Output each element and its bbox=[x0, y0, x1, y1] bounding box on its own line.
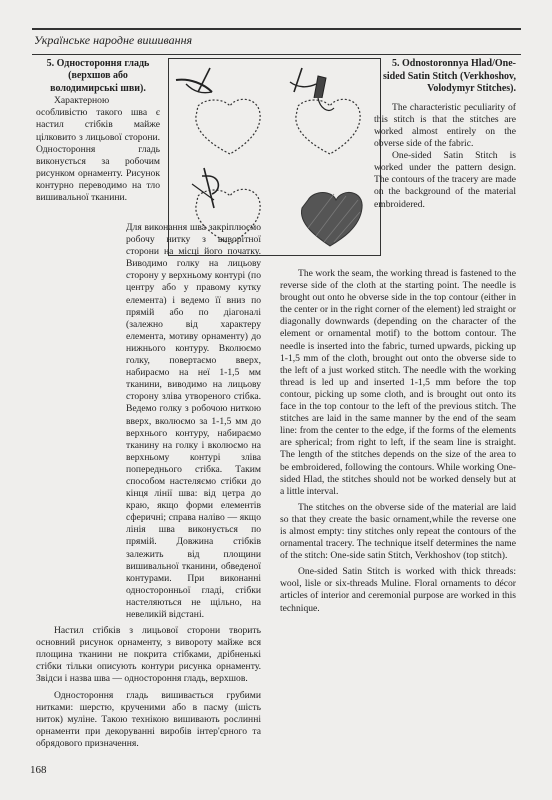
left-paragraph-3: Настил стібків з лицьової сторони творить основний рисунок орнаменту, з вивороту майже вся площина тканини не покрита стібками, дрібненькі стібки тільки описують контури рисунка орнаменту. Звідси і назва шва — одностороння гладь, верхшов. bbox=[36, 625, 261, 685]
right-paragraph-5: One-sided Satin Stitch is worked with thick threads: wool, lisle or six-threads Muline. Floral ornaments to décor articles of interior and ceremonial purpose are worked in this technique. bbox=[280, 566, 516, 614]
left-paragraph-2: Для виконання шва закріплюємо робочу нитку з виворітної сторони на місці його початку. Виводимо голку на лицьову сторону у верхньому контурі (по центру або у правому кутку елемента) і ведемо її вниз по прямій або по діагоналі (залежно від характеру елемента, мотиву орнаменту) до нижнього контуру. Вколюємо голку, повертаємо вверх, набираємо на неї 1-1,5 мм тканини, виводимо на лицьову сторону зліва утвореного стібка. Ведемо голку з робочою ниткою вверх, вколюємо за 1-1,5 мм до верхнього контуру, набираємо тканину на голку і вколюємо на верхньому контурі зліва попереднього стібка. Таким способом настеляємо стібки до кінця лінії шва: від цетра до краю, якщо форми елементів сферичні; справа наліво — якщо лінія шва виконується по прямій. Довжина стібків залежить від площини вишивальної тканини, обведеної контурами. При виконанні односторонньої гладі, стібки настеляються не щільно, на невеликій відстані. bbox=[126, 222, 261, 620]
figure-finished bbox=[301, 192, 362, 246]
right-paragraph-1: The characteristic peculiarity of this stitch is that the stitches are worked almost entirely on the obverse side of the fabric. bbox=[374, 101, 516, 150]
running-header bbox=[32, 28, 521, 55]
right-column-top bbox=[374, 58, 516, 211]
figure-step-1 bbox=[176, 68, 260, 154]
left-paragraph-4: Одностороння гладь вишивається грубими нитками: шерстю, крученими або в пасму (шість ниток) муліне. Такою технікою вишивають рослинні орнаменти при декоруванні виробів інтер'єрного та обрядового призначення. bbox=[36, 689, 261, 749]
right-paragraph-2: One-sided Satin Stitch is worked under the pattern design. The contours of the tracery are made on the background of the material embroidered. bbox=[374, 150, 516, 210]
left-column-top bbox=[36, 58, 160, 204]
page-number: 168 bbox=[30, 764, 47, 776]
right-heading: 5. Odnostoronnya Hlad/One-sided Satin Stitch (Verkhoshov, Volodymyr Stitches). bbox=[383, 58, 516, 95]
left-column-bottom bbox=[36, 222, 261, 750]
right-paragraph-4: The stitches on the obverse side of the material are laid so that they create the basic ornament,while the reverse one is almost empty: tiny stitches only repeat the contours of the ornamental tracery. The technique itself determines the name of the stitch: One-side satin Stitch, Verkhoshov (top stitch). bbox=[280, 501, 516, 562]
right-column-bottom bbox=[280, 268, 516, 615]
left-heading: 5. Одностороння гладь (верхшов або володимирські шви). bbox=[46, 58, 150, 94]
header-title: Українське народне вишивання bbox=[34, 33, 193, 47]
right-paragraph-3: The work the seam, the working thread is fastened to the reverse side of the cloth at the starting point. The needle is brought out onto he obverse side in the top contour (either in the center or in the right corner of the element) led straight or diagonally downwards (depending on the character of the element or ornamental motif) to the bottom contour. The needle is inserted into the fabric, turned upwards, picking up 1-1,5 mm of the cloth, brought out onto the obverse side to the left of a just worked stitch. The needle with the working thread is led up and inserted 1-1,5 mm before the top contour, picking up some cloth, and is brought out onto its face in the top contour to the left of the previous stitch. The stitches are laid in the same manner by the end of the seam line: from the center to the edge, if the forms of the elements are spherical; from right to left, if the seam line is straight. The length of the stitches depends on the size of the area to be embroidered, following the contours. While working One-sided Hlad, the stitches should not be worked densely but at a little interval. bbox=[280, 268, 516, 497]
left-paragraph-1: Характерною особливістю такого шва є настил стібків майже цілковито з лицьової сторони. Одностороння гладь виконується за робочим рисунком орнаменту. Рисунок контурно переводимо на тло вишивальної тканини. bbox=[36, 95, 160, 203]
figure-step-2 bbox=[290, 68, 360, 154]
